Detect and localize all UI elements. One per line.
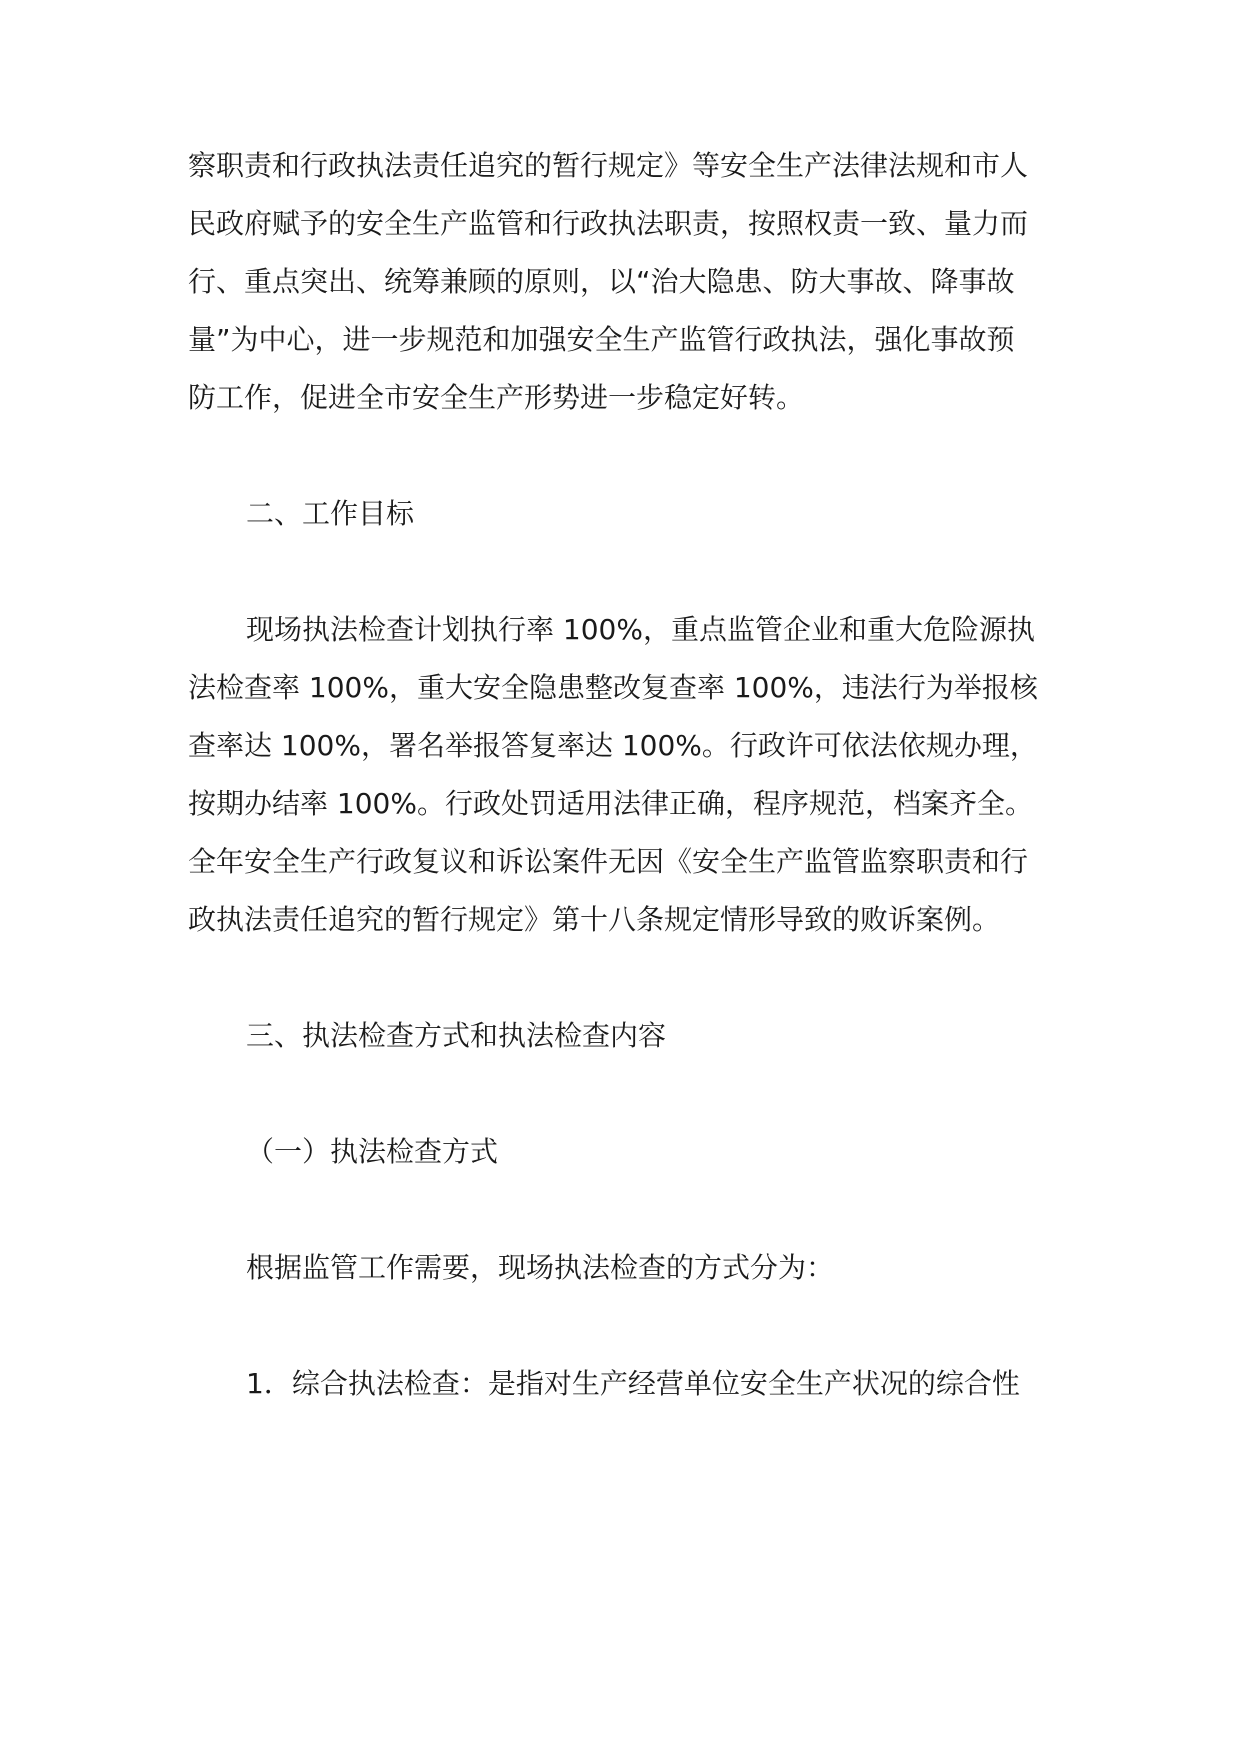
paragraph-line: 察职责和行政执法责任追究的暂行规定》等安全生产法律法规和市人 <box>188 149 1029 182</box>
paragraph-line: 政执法责任追究的暂行规定》第十八条规定情形导致的败诉案例。 <box>188 903 1001 936</box>
paragraph-line: 量”为中心，进一步规范和加强安全生产监管行政执法，强化事故预 <box>188 323 1015 356</box>
paragraph-line: 按期办结率 100%。行政处罚适用法律正确，程序规范，档案齐全。 <box>188 787 1033 820</box>
paragraph-line: 查率达 100%，署名举报答复率达 100%。行政许可依法依规办理， <box>188 729 1038 762</box>
section-heading: 三、执法检查方式和执法检查内容 <box>246 1019 667 1052</box>
paragraph-line: 防工作，促进全市安全生产形势进一步稳定好转。 <box>188 381 805 414</box>
subsection-heading: （一）执法检查方式 <box>246 1135 499 1168</box>
paragraph-line: 行、重点突出、统筹兼顾的原则，以“治大隐患、防大事故、降事故 <box>188 265 1015 298</box>
section-heading: 二、工作目标 <box>246 497 415 530</box>
paragraph-line: 法检查率 100%，重大安全隐患整改复查率 100%，违法行为举报核 <box>188 671 1038 704</box>
paragraph-line: 全年安全生产行政复议和诉讼案件无因《安全生产监管监察职责和行 <box>188 845 1029 878</box>
paragraph-line: 民政府赋予的安全生产监管和行政执法职责，按照权责一致、量力而 <box>188 207 1029 240</box>
list-item: 1．综合执法检查：是指对生产经营单位安全生产状况的综合性 <box>246 1367 1020 1400</box>
paragraph-line: 根据监管工作需要，现场执法检查的方式分为： <box>246 1251 835 1284</box>
paragraph-line: 现场执法检查计划执行率 100%，重点监管企业和重大危险源执 <box>246 613 1035 646</box>
